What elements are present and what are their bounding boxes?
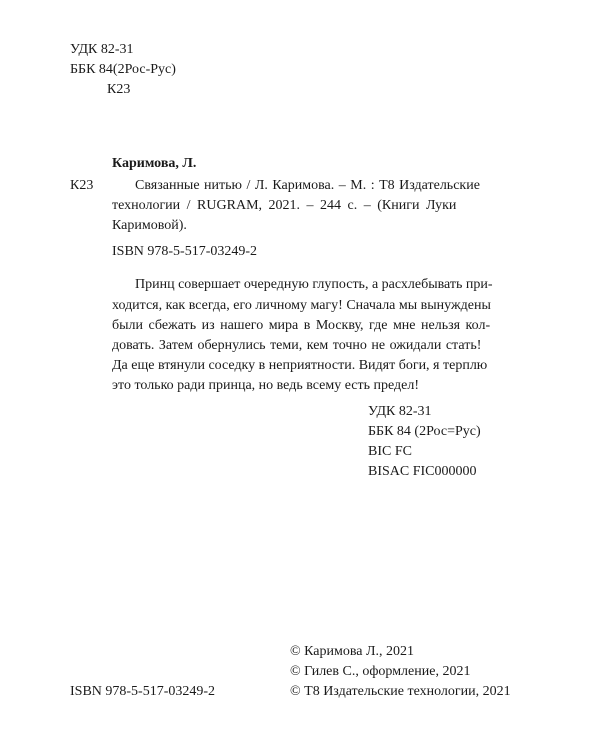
udk-right: УДК 82-31 [368,404,432,419]
annotation-line-5: Да еще втянули соседку в неприятности. Видят боги, я терплю [112,358,488,373]
entry-line-2: технологии / RUGRAM, 2021. – 244 с. – (Книги Луки [112,198,457,213]
entry-line-1: Связанные нитью / Л. Каримова. – М. : Т8 Издательские [135,178,480,193]
annotation-line-3: были сбежать из нашего мира в Москву, где мне нельзя кол- [112,318,491,333]
entry-code: К23 [70,178,94,193]
copyright-author: © Каримова Л., 2021 [290,644,414,659]
isbn-footer: ISBN 978-5-517-03249-2 [70,684,216,699]
bisac-right: BISAC FIC000000 [368,464,477,479]
bic-right: BIC FC [368,444,412,459]
annotation-line-4: довать. Затем обернулись теми, кем точно не ожидали стать! [112,338,482,353]
annotation-line-6: это только ради принца, но ведь всему есть предел! [112,378,419,393]
bbk-top: ББК 84(2Рос-Рус) [70,62,176,77]
bbk-right: ББК 84 (2Рос=Рус) [368,424,481,439]
copyright-design: © Гилев С., оформление, 2021 [290,664,471,679]
entry-line-3: Каримовой). [112,218,187,233]
annotation-line-1: Принц совершает очередную глупость, а расхлебывать при- [135,277,493,292]
isbn-main: ISBN 978-5-517-03249-2 [112,244,258,259]
udk-top: УДК 82-31 [70,42,134,57]
code-top: К23 [107,82,131,97]
copyright-publisher: © Т8 Издательские технологии, 2021 [290,684,511,699]
entry-author: Каримова, Л. [112,156,197,171]
annotation-line-2: ходится, как всегда, его личному магу! Сначала мы вынуждены [112,298,491,313]
